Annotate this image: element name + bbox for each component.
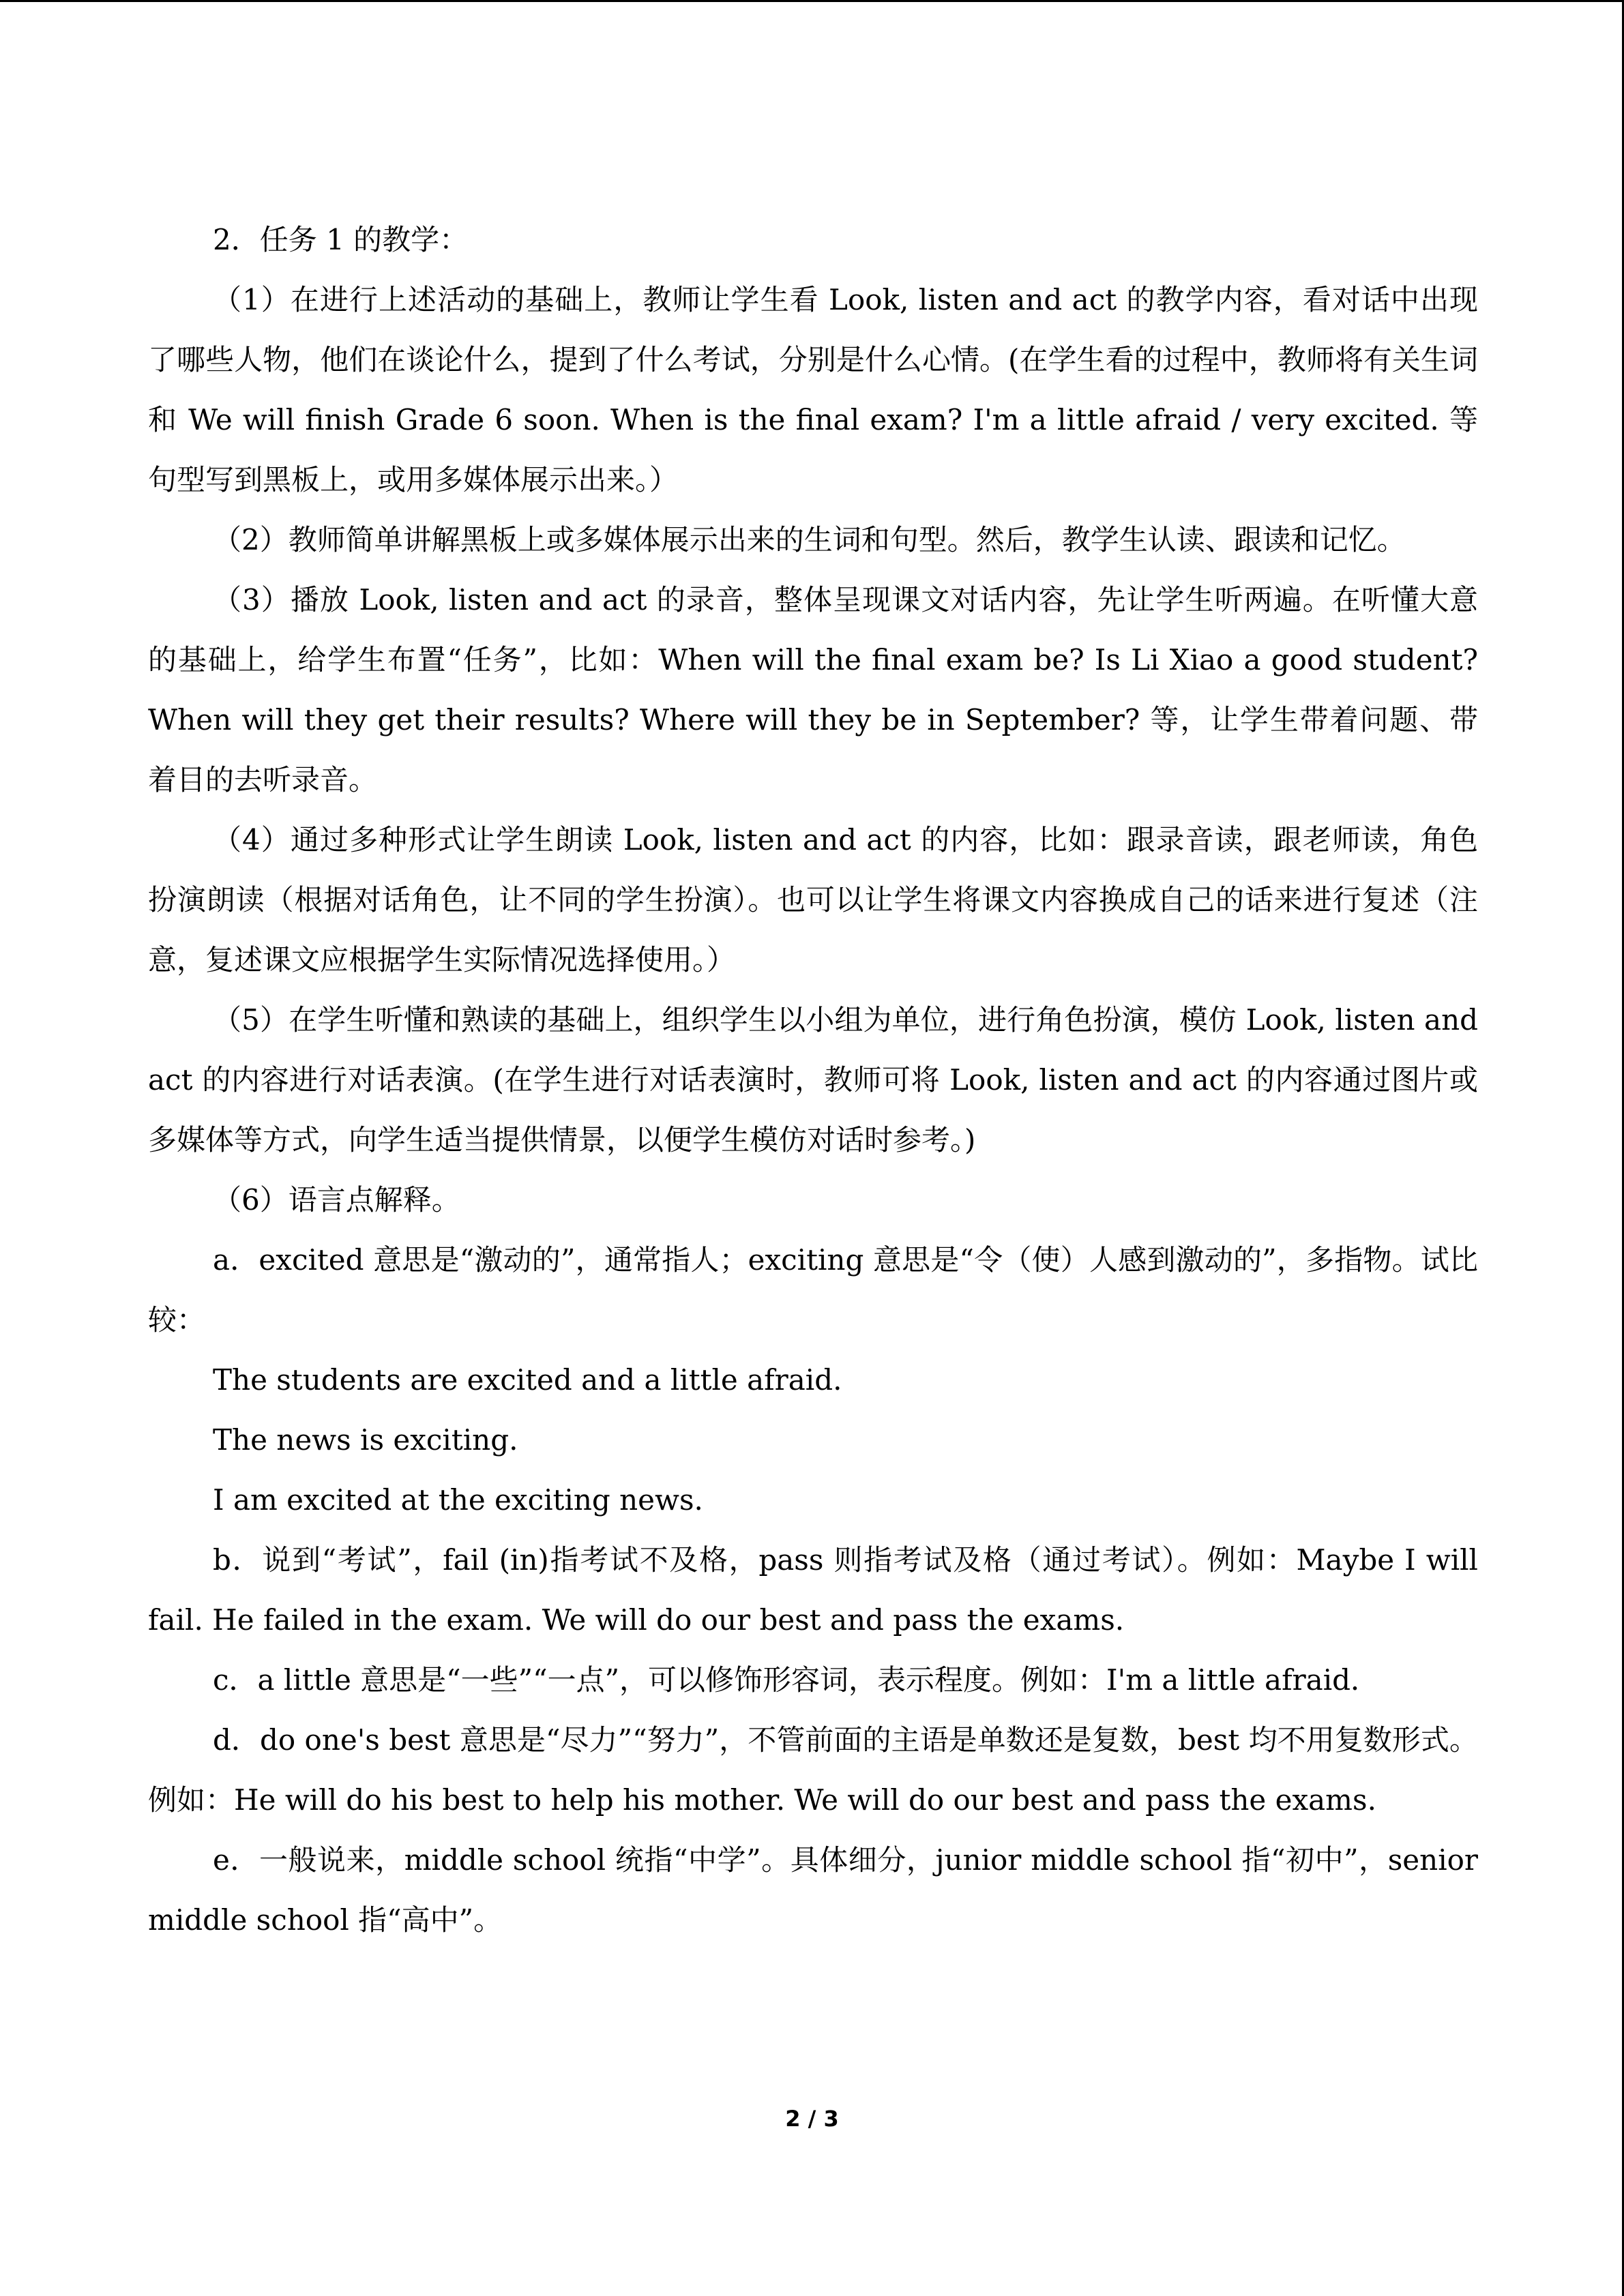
page-body (148, 210, 1478, 1950)
example-sentence: The news is exciting. (213, 1423, 518, 1457)
section-heading: 2．任务 1 的教学： (213, 223, 469, 256)
page-number: 2 / 3 (785, 2106, 839, 2132)
language-point-d: d．do one's best 意思是“尽力”“努力”，不管前面的主语是单数还是复数，best 均不用复数形式。例如：He will do his best to help his mother. We will do our best and pass the exams. (148, 1723, 1478, 1817)
language-point-c: c．a little 意思是“一些”“一点”，可以修饰形容词，表示程度。例如：I'm a little afraid． (213, 1663, 1380, 1697)
example-sentence: I am excited at the exciting news. (213, 1483, 703, 1517)
paragraph-step-1: （1）在进行上述活动的基础上，教师让学生看 Look, listen and act 的教学内容，看对话中出现了哪些人物，他们在谈论什么，提到了什么考试，分别是什么心情。(在学生看的过程中，教师将有关生词和 We will finish Grade 6 soon. When is the final exam? I'm a little afraid / very excited. 等句型写到黑板上，或用多媒体展示出来。） (148, 283, 1478, 496)
language-point-a: a．excited 意思是“激动的”，通常指人；exciting 意思是“令（使）人感到激动的”，多指物。试比较： (148, 1243, 1478, 1337)
paragraph-step-3: （3）播放 Look, listen and act 的录音，整体呈现课文对话内容，先让学生听两遍。在听懂大意的基础上，给学生布置“任务”，比如：When will the final exam be? Is Li Xiao a good student? When will they get their results? Where will they be in September? 等，让学生带着问题、带着目的去听录音。 (148, 583, 1478, 796)
example-sentence: The students are excited and a little afraid. (213, 1363, 842, 1397)
paragraph-step-6: （6）语言点解释。 (213, 1183, 460, 1217)
paragraph-step-2: （2）教师简单讲解黑板上或多媒体展示出来的生词和句型。然后，教学生认读、跟读和记忆。 (213, 523, 1406, 556)
language-point-e: e．一般说来，middle school 统指“中学”。具体细分，junior middle school 指“初中”，senior middle school 指“高中”。 (148, 1843, 1478, 1937)
paragraph-step-5: （5）在学生听懂和熟读的基础上，组织学生以小组为单位，进行角色扮演，模仿 Look, listen and act 的内容进行对话表演。(在学生进行对话表演时，教师可将 Look, listen and act 的内容通过图片或多媒体等方式，向学生适当提供情景，以便学生模仿对话时参考。) (148, 1003, 1478, 1157)
language-point-b: b．说到“考试”，fail (in)指考试不及格，pass 则指考试及格（通过考试）。例如：Maybe I will fail. He failed in the exam. We will do our best and pass the exams. (148, 1543, 1478, 1637)
paragraph-step-4: （4）通过多种形式让学生朗读 Look, listen and act 的内容，比如：跟录音读，跟老师读，角色扮演朗读（根据对话角色，让不同的学生扮演）。也可以让学生将课文内容换成自己的话来进行复述（注意，复述课文应根据学生实际情况选择使用。） (148, 823, 1478, 976)
